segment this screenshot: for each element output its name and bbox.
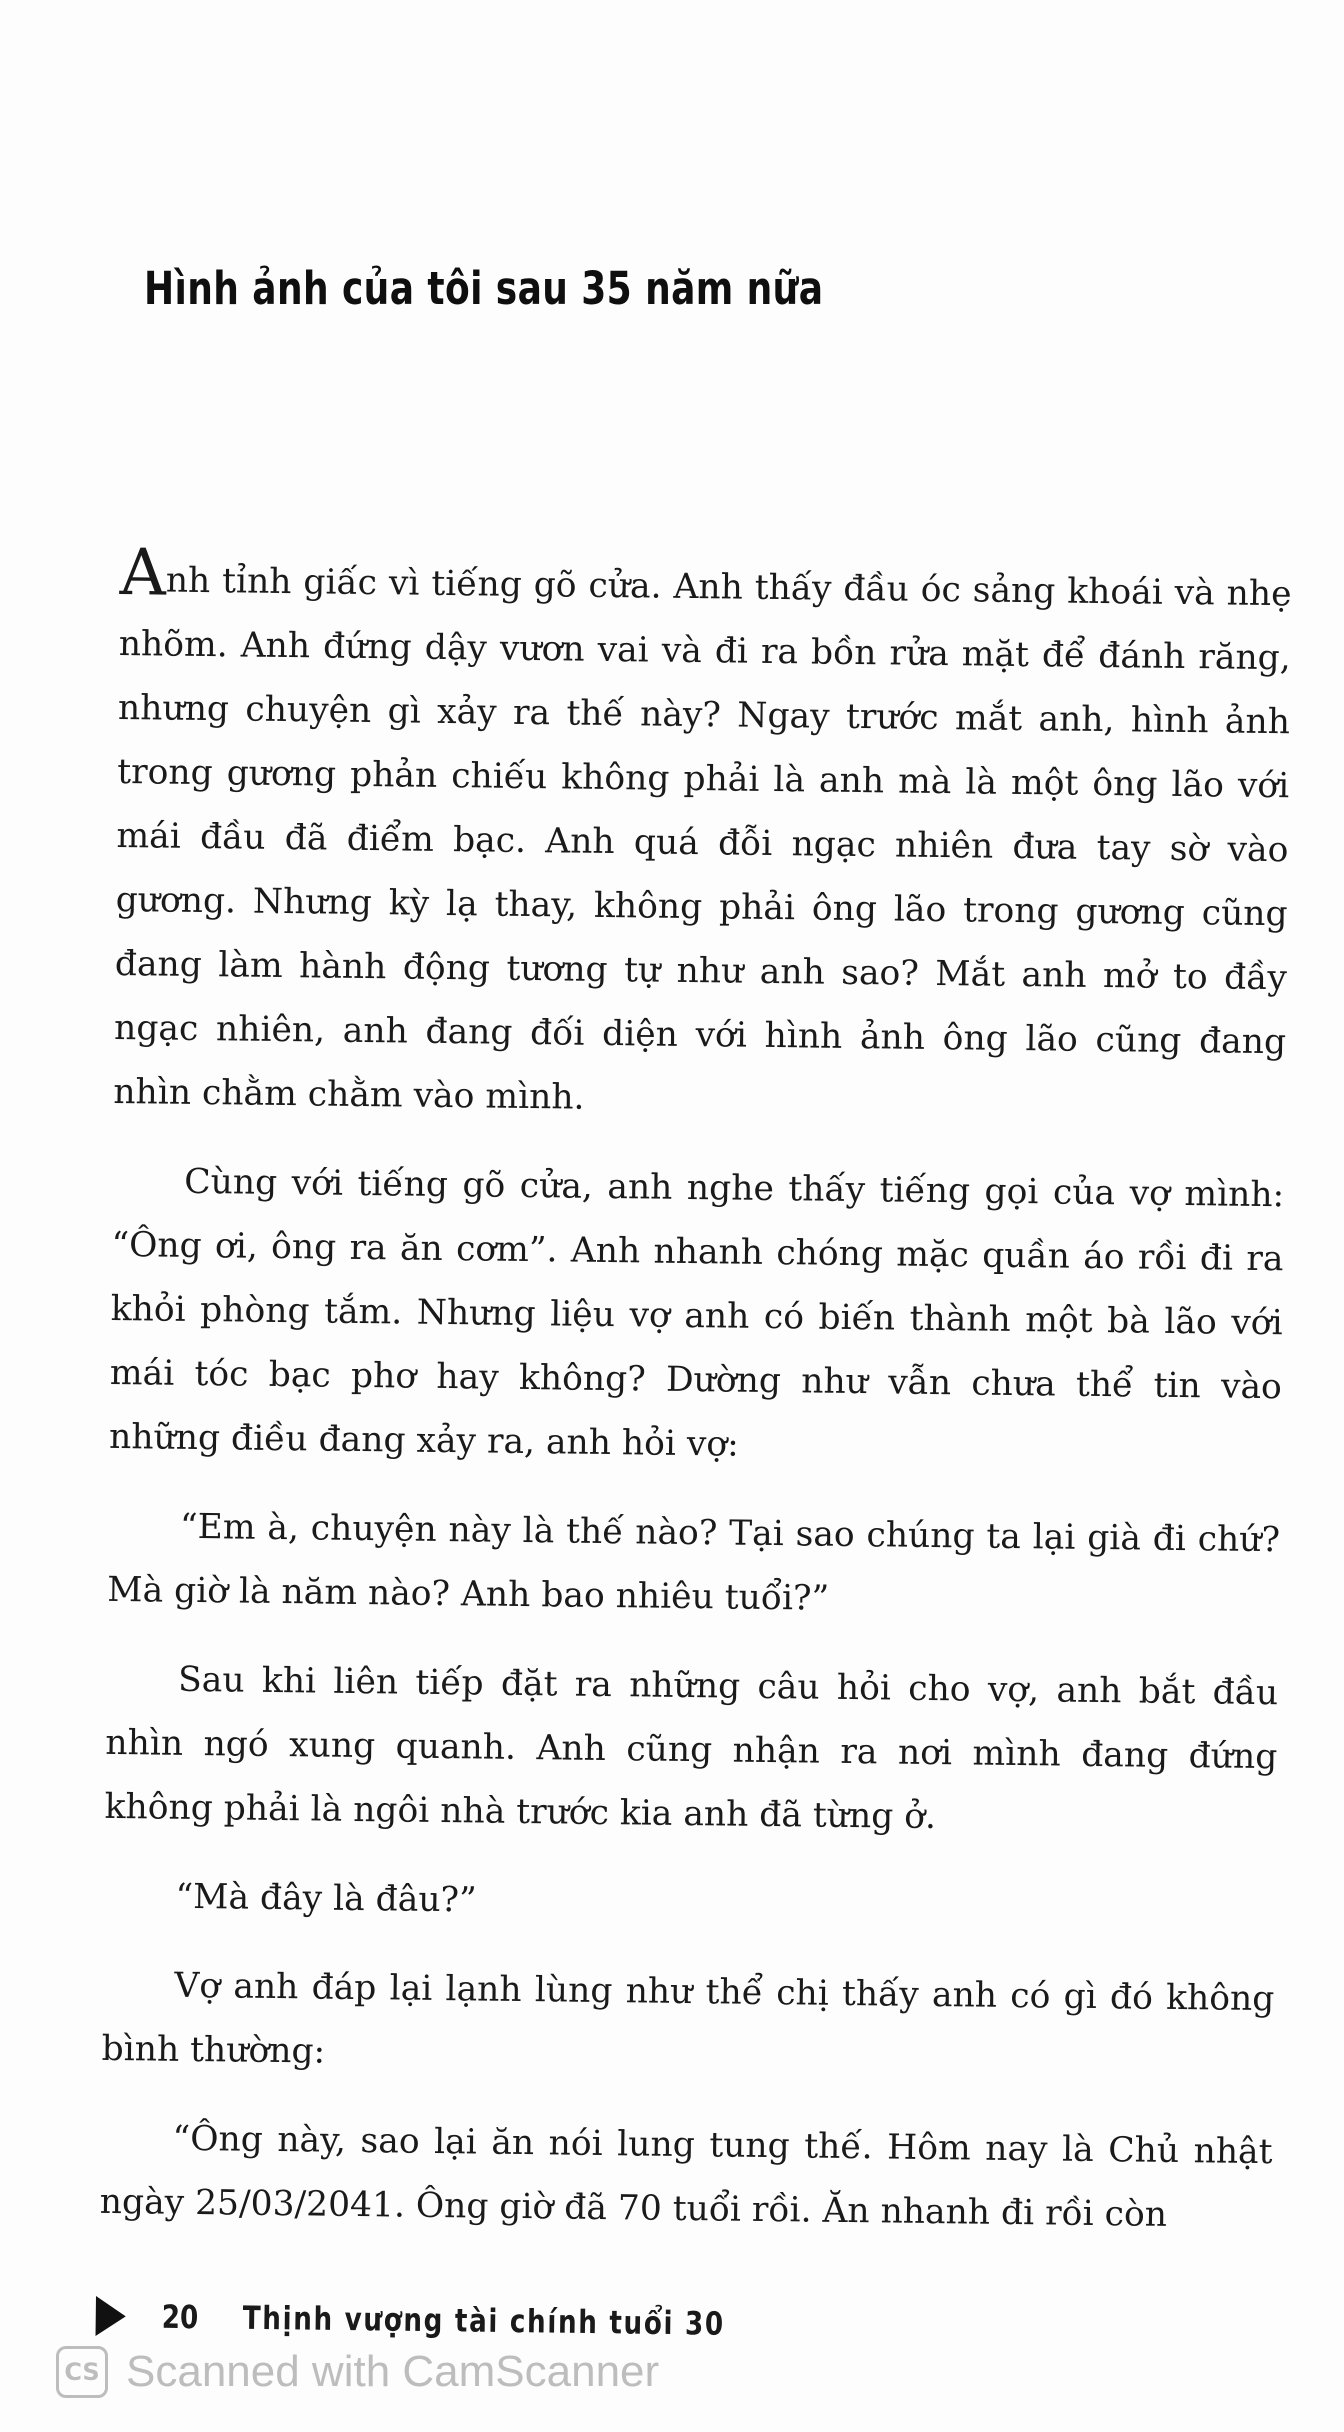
- page-footer: [96, 2296, 831, 2345]
- arrow-right-icon: [96, 2296, 126, 2336]
- section-heading: Hình ảnh của tôi sau 35 năm nữa: [144, 262, 824, 315]
- paragraph: [113, 536, 1292, 1138]
- watermark-text: Scanned with CamScanner: [126, 2347, 660, 2396]
- paragraph: Sau khi liên tiếp đặt ra những câu hỏi cho vợ, anh bắt đầu nhìn ngó xung quanh. Anh cũng nhận ra nơi mình đang đứng không phải là ngôi nhà trước kia anh đã từng ở.: [104, 1659, 1279, 1838]
- body-text: [99, 536, 1292, 2273]
- running-title: Thịnh vượng tài chính tuổi 30: [242, 2298, 725, 2343]
- paragraph: Vợ anh đáp lại lạnh lùng như thể chị thấy anh có gì đó không bình thường:: [101, 1965, 1275, 2072]
- paragraph-text: nh tỉnh giấc vì tiếng gõ cửa. Anh thấy đầu óc sảng khoái và nhẹ nhõm. Anh đứng dậy vươn vai và đi ra bồn rửa mặt để đánh răng, nhưng chuyện gì xảy ra thế này? Ngay trước mắt anh, hình ảnh trong gương phản chiếu không phải là anh mà là một ông lão với mái đầu đã điểm bạc. Anh quá đỗi ngạc nhiên đưa tay sờ vào gương. Nhưng kỳ lạ thay, không phải ông lão trong gương cũng đang làm hành động tương tự như anh sao? Mắt anh mở to đầy ngạc nhiên, anh đang đối diện với hình ảnh ông lão cũng đang nhìn chằm chằm vào mình.: [113, 560, 1292, 1118]
- paragraph: “Ông này, sao lại ăn nói lung tung thế. Hôm nay là Chủ nhật ngày 25/03/2041. Ông giờ đã 70 tuổi rồi. Ăn nhanh đi rồi còn: [99, 2118, 1273, 2235]
- paragraph: “Mà đây là đâu?”: [175, 1876, 477, 1921]
- scanner-watermark: [56, 2346, 659, 2398]
- paragraph: Cùng với tiếng gõ cửa, anh nghe thấy tiếng gọi của vợ mình: “Ông ơi, ông ra ăn cơm”. Anh nhanh chóng mặc quần áo rồi đi ra khỏi phòng tắm. Nhưng liệu vợ anh có biến thành một bà lão với mái tóc bạc phơ hay không? Dường như vẫn chưa thể tin vào những điều đang xảy ra, anh hỏi vợ:: [108, 1161, 1285, 1465]
- drop-cap: A: [119, 536, 167, 611]
- paragraph: “Em à, chuyện này là thế nào? Tại sao chúng ta lại già đi chứ? Mà giờ là năm nào? Anh bao nhiêu tuổi?”: [107, 1506, 1281, 1619]
- page-number: 20: [161, 2297, 199, 2337]
- camscanner-logo-icon: CS: [56, 2346, 108, 2398]
